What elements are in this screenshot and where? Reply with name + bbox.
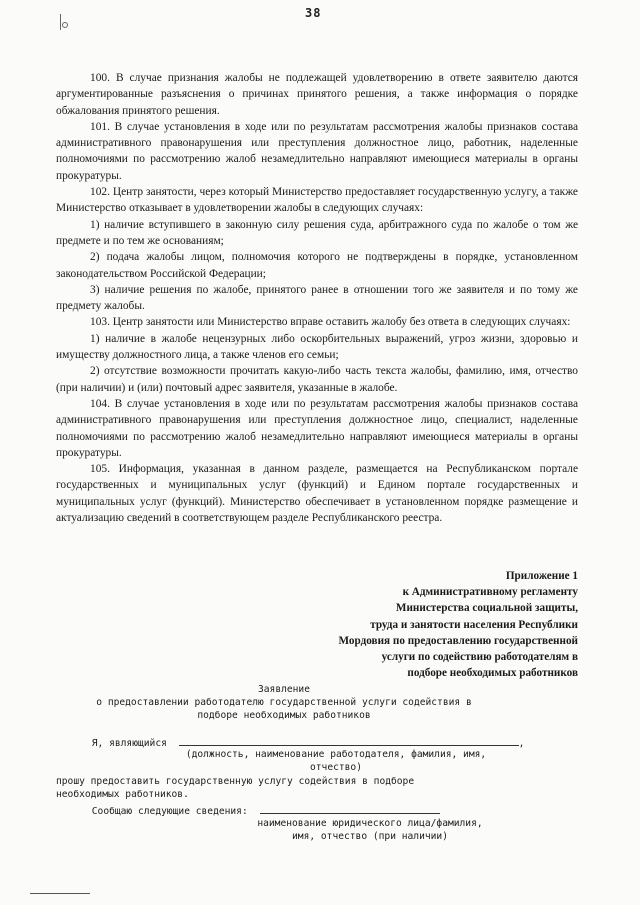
inform-caption: имя, отчество (при наличии) bbox=[292, 831, 448, 842]
footer-divider bbox=[30, 893, 90, 894]
paragraph-103: 103. Центр занятости или Министерство вправе оставить жалобу без ответа в следующих случаях: bbox=[90, 316, 571, 329]
applicant-caption: (должность, наименование работодателя, фамилия, имя, bbox=[185, 749, 487, 760]
inform-caption: наименование юридического лица/фамилия, bbox=[257, 818, 483, 829]
appendix-line: Министерства социальной защиты, bbox=[395, 602, 578, 615]
paragraph-102-item-2: 2) подача жалобы лицом, полномочия которого не подтверждены в порядке, установленном законодательством Российской Федерации; bbox=[56, 251, 578, 280]
application-subtitle: подборе необходимых работников bbox=[197, 710, 371, 722]
paragraph-103-item-1: 1) наличие в жалобе нецензурных либо оскорбительных выражений, угроз жизни, здоровью и имуществу должностного лица, а также членов его семьи; bbox=[56, 332, 578, 362]
request-line: прошу предоставить государственную услугу содействия в подборе bbox=[56, 776, 415, 787]
application-title-block bbox=[56, 683, 512, 723]
applicant-label: Я, являющийся bbox=[91, 738, 167, 749]
request-line: необходимых работников. bbox=[56, 789, 189, 800]
regulation-text bbox=[56, 70, 578, 526]
application-subtitle: о предоставлении работодателю государственной услуги содействия в bbox=[96, 697, 472, 709]
applicant-field[interactable] bbox=[179, 735, 519, 746]
paragraph-103-item-2: 2) отсутствие возможности прочитать какую-либо часть текста жалобы, фамилию, имя, отчество (при наличии) и (или) почтовый адрес заявителя, указанные в жалобе. bbox=[56, 365, 578, 394]
appendix-line: Приложение 1 bbox=[505, 570, 578, 582]
page-number: 38 bbox=[305, 6, 322, 20]
inform-row bbox=[56, 803, 586, 818]
appendix-heading bbox=[306, 568, 578, 681]
appendix-line: к Административному регламенту bbox=[402, 586, 578, 599]
appendix-line: подборе необходимых работников bbox=[407, 667, 578, 680]
applicant-row: Я, являющийся , bbox=[56, 735, 586, 750]
inform-label: Сообщаю следующие сведения: bbox=[91, 806, 248, 817]
applicant-caption: отчество) bbox=[310, 762, 362, 773]
appendix-line: труда и занятости населения Республики bbox=[370, 618, 578, 631]
appendix-line: услуги по содействию работодателям в bbox=[381, 651, 578, 664]
margin-mark-icon bbox=[60, 14, 66, 30]
paragraph-102-item-3: 3) наличие решения по жалобе, принятого ранее в отношении того же заявителя и по тому же предмету жалобы. bbox=[56, 283, 578, 313]
paragraph-102-item-1: 1) наличие вступившего в законную силу решения суда, арбитражного суда по жалобе о том же предмете и по тем же основаниям; bbox=[56, 218, 578, 247]
inform-field[interactable] bbox=[260, 803, 440, 814]
paragraph-105: 105. Информация, указанная в данном разделе, размещается на Республиканском портале государственных и муниципальных услуг (функций) и Едином портале государственных и муниципальных услуг (функций). Министерство обеспечивает в установленном порядке размещение и актуализацию сведений в соответствующем разделе Республиканского реестра. bbox=[56, 463, 578, 525]
application-title: Заявление bbox=[258, 684, 310, 695]
paragraph-104: 104. В случае установления в ходе или по результатам рассмотрения жалобы признаков состава административного правонарушения или преступления должностное лицо, специалист, наделенные полномочиями по рассмотрению жалоб незамедлительно направляют имеющиеся материалы в органы прокуратуры. bbox=[56, 397, 578, 459]
paragraph-101: 101. В случае установления в ходе или по результатам рассмотрения жалобы признаков состава административного правонарушения или преступления должностное лицо, работник, наделенные полномочиями по рассмотрению жалоб незамедлительно направляют имеющиеся материалы в органы прокуратуры. bbox=[56, 120, 578, 182]
paragraph-102: 102. Центр занятости, через который Министерство предоставляет государственную услугу, а также Министерство отказывает в удовлетворении жалобы в следующих случаях: bbox=[56, 186, 578, 215]
paragraph-100: 100. В случае признания жалобы не подлежащей удовлетворению в ответе заявителю даются аргументированные разъяснения о причинах принятого решения, а также информация о порядке обжалования принятого решения. bbox=[56, 72, 578, 117]
appendix-line: Мордовия по предоставлению государственной bbox=[338, 634, 578, 647]
